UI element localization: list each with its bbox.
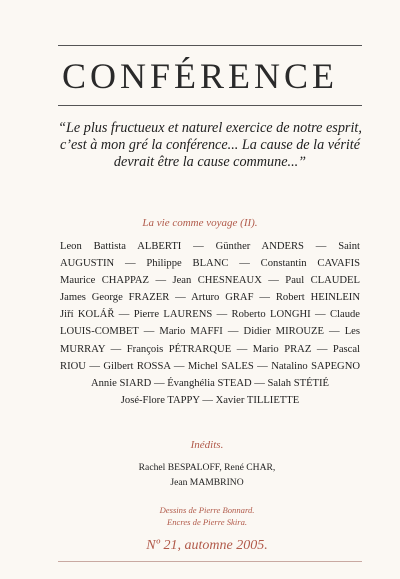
contributors-line: Leon Battista ALBERTI — Günther ANDERS — Saint bbox=[60, 241, 360, 252]
inedits-line: Jean MAMBRINO bbox=[170, 477, 244, 488]
issue-number: Nº 21, automne 2005. bbox=[146, 538, 268, 553]
bottom-rule bbox=[58, 561, 362, 562]
credit-line: Dessins de Pierre Bonnard. bbox=[159, 505, 255, 515]
inedits-line: Rachel BESPALOFF, René CHAR, bbox=[138, 462, 276, 473]
epigraph-line: devrait être la cause commune...” bbox=[113, 154, 307, 170]
contributors-line: José-Flore TAPPY — Xavier TILLIETTE bbox=[120, 394, 300, 406]
contributors-line: Jiří KOLÁŘ — Pierre LAURENS — Roberto LONGHI — Claude bbox=[60, 309, 360, 321]
title-rule bbox=[58, 105, 362, 106]
contributors-line: RIOU — Gilbert ROSSA — Michel SALES — Natalino SAPEGNO bbox=[60, 360, 360, 372]
inedits-heading: Inédits. bbox=[190, 439, 224, 451]
contributors-line: Annie SIARD — Évanghélia STEAD — Salah STÉTIÉ bbox=[90, 377, 330, 389]
contributors-line: AUGUSTIN — Philippe BLANC — Constantin CAVAFIS bbox=[60, 258, 360, 270]
contributors-list bbox=[60, 238, 360, 409]
top-rule bbox=[58, 45, 362, 46]
epigraph-line: “Le plus fructueux et naturel exercice de notre esprit, bbox=[58, 120, 362, 136]
inedits-list bbox=[0, 460, 400, 490]
epigraph bbox=[52, 120, 368, 171]
epigraph-line: c’est à mon gré la conférence... La cause de la vérité bbox=[59, 137, 361, 153]
illustration-credits bbox=[0, 504, 400, 528]
contributors-line: LOUIS-COMBET — Mario MAFFI — Didier MIROUZE — Les bbox=[60, 326, 360, 338]
contributors-line: James George FRAZER — Arturo GRAF — Robert HEINLEIN bbox=[60, 292, 360, 304]
issue-theme: La vie comme voyage (II). bbox=[142, 217, 258, 229]
contributors-line: Maurice CHAPPAZ — Jean CHESNEAUX — Paul CLAUDEL bbox=[60, 275, 360, 287]
credit-line: Encres de Pierre Skira. bbox=[166, 517, 248, 527]
journal-title: CONFÉRENCE bbox=[61, 56, 339, 96]
contributors-line: MURRAY — François PÉTRARQUE — Mario PRAZ — Pascal bbox=[60, 343, 360, 355]
